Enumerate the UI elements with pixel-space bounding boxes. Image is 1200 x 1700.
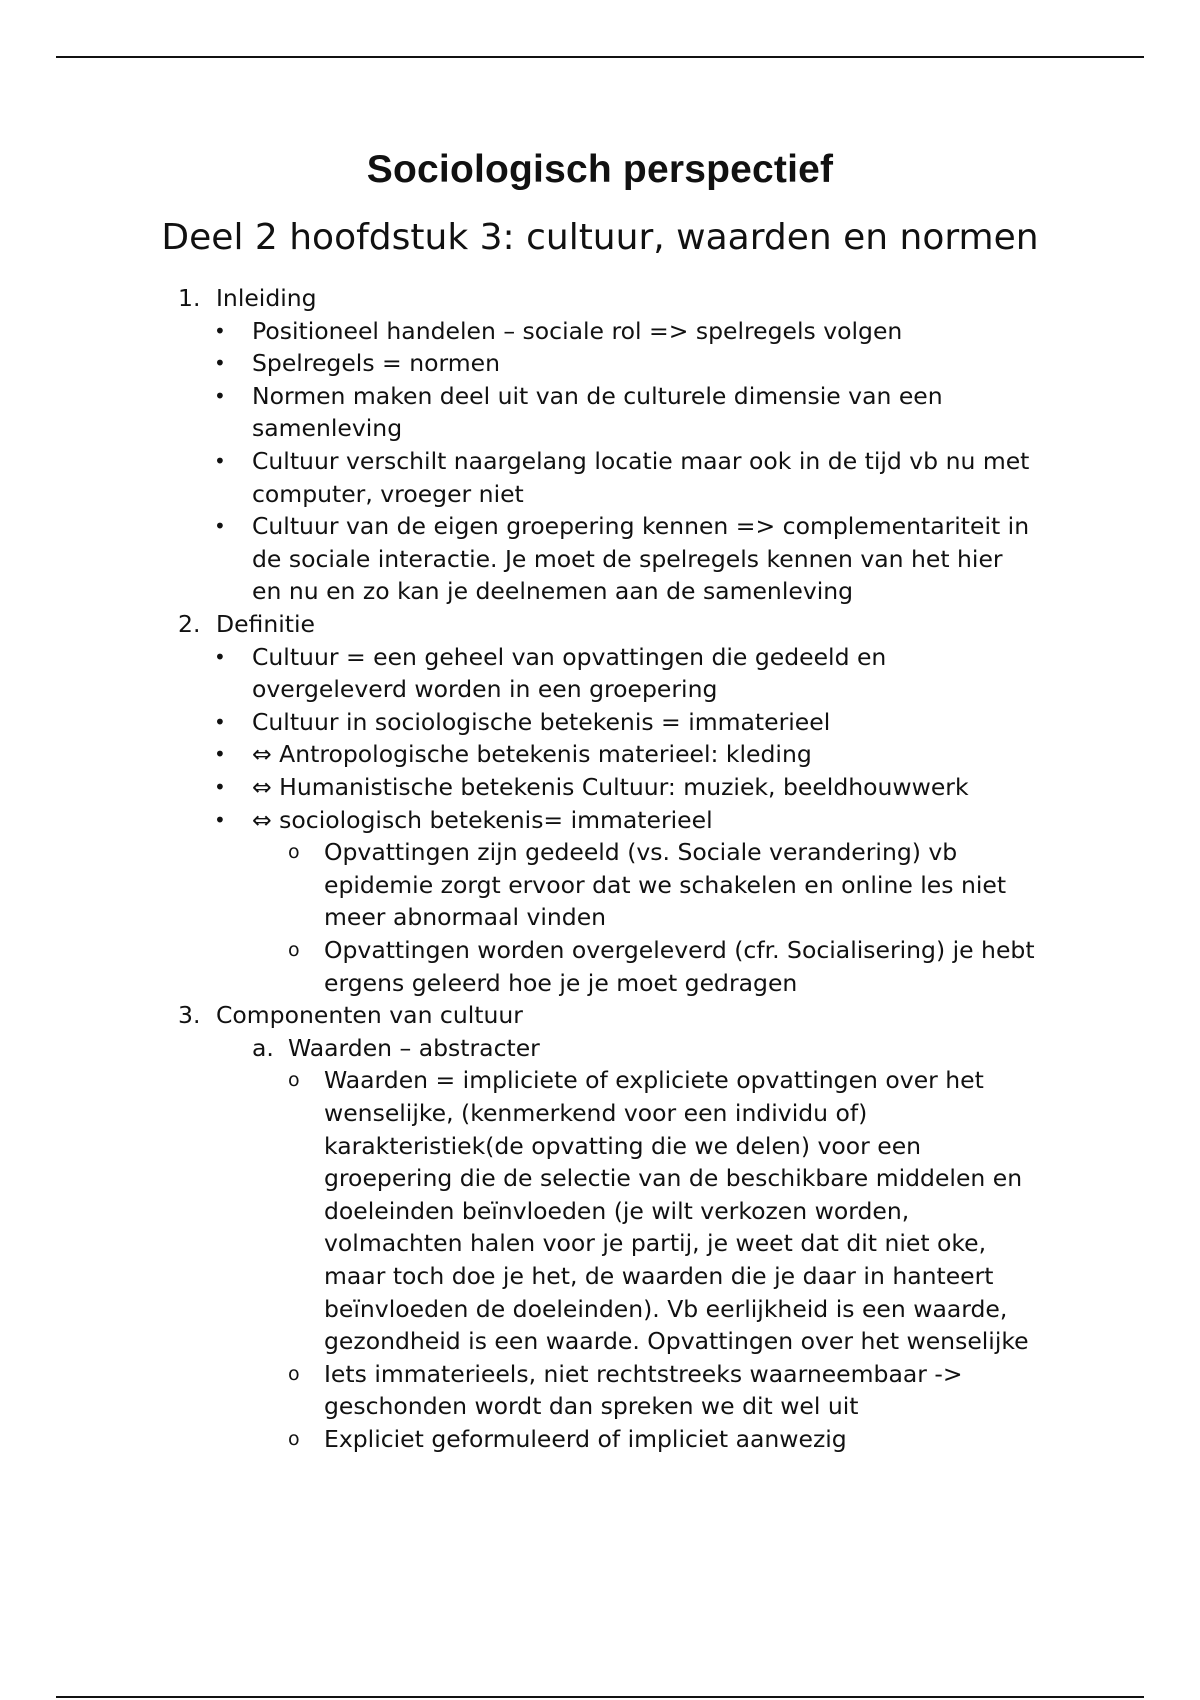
bullet-text: Cultuur = een geheel van opvattingen die gedeeld en: [252, 642, 887, 671]
bullet-marker: •: [214, 709, 226, 734]
bullet-marker: •: [214, 449, 226, 473]
bullet-marker: •: [214, 807, 226, 832]
list-number: 1.: [178, 284, 201, 312]
bullet-text: ⇔ sociologisch betekenis= immaterieel: [252, 805, 713, 834]
bullet-text: ⇔ Humanistische betekenis Cultuur: muziek, beeldhouwwerk: [252, 773, 969, 801]
sub-bullet-text: gezondheid is een waarde. Opvattingen over het wenselijke: [324, 1327, 1029, 1356]
sub-bullet-text: ergens geleerd hoe je je moet gedragen: [324, 968, 798, 997]
section-heading: Inleiding: [216, 284, 317, 312]
sub-bullet-text: Iets immaterieels, niet rechtstreeks waarneembaar ->: [324, 1359, 963, 1388]
sub-bullet-text: wenselijke, (kenmerkend voor een individu of): [324, 1099, 868, 1127]
sub-bullet-marker: o: [288, 1428, 300, 1450]
sub-bullet-marker: o: [288, 841, 300, 864]
sub-bullet-text: beïnvloeden de doeleinden). Vb eerlijkheid is een waarde,: [324, 1294, 1008, 1323]
bullet-text: Normen maken deel uit van de culturele dimensie van een: [252, 381, 943, 410]
sub-bullet-text: doeleinden beïnvloeden (je wilt verkozen worden,: [324, 1196, 910, 1225]
sub-bullet-text: Opvattingen zijn gedeeld (vs. Sociale verandering) vb: [324, 838, 958, 867]
bullet-text: computer, vroeger niet: [252, 479, 524, 508]
sub-section-heading: Waarden – abstracter: [288, 1033, 540, 1062]
bullet-text: Cultuur in sociologische betekenis = immaterieel: [252, 707, 831, 736]
list-number: 2.: [178, 610, 201, 638]
sub-bullet-text: Waarden = impliciete of expliciete opvattingen over het: [324, 1066, 984, 1095]
bullet-text: Positioneel handelen – sociale rol => spelregels volgen: [252, 316, 903, 345]
section-heading: Componenten van cultuur: [216, 1001, 523, 1030]
sub-bullet-marker: o: [288, 939, 300, 961]
bullet-marker: •: [214, 318, 226, 343]
bullet-text: en nu en zo kan je deelnemen aan de samenleving: [252, 577, 854, 606]
sub-bullet-text: epidemie zorgt ervoor dat we schakelen en online les niet: [324, 870, 1007, 899]
bullet-marker: •: [214, 644, 226, 669]
bullet-text: ⇔ Antropologische betekenis materieel: kleding: [252, 740, 812, 769]
bullet-text: overgeleverd worden in een groepering: [252, 675, 718, 704]
sub-bullet-text: geschonden wordt dan spreken we dit wel uit: [324, 1392, 859, 1421]
bottom-rule: [56, 1696, 1144, 1698]
sub-bullet-text: Opvattingen worden overgeleverd (cfr. Socialisering) je hebt: [324, 936, 1035, 964]
section-heading: Definitie: [216, 610, 315, 638]
sub-bullet-text: groepering die de selectie van de beschikbare middelen en: [324, 1164, 1023, 1193]
sub-bullet-text: volmachten halen voor je partij, je weet dat dit niet oke,: [324, 1229, 987, 1258]
sub-bullet-text: karakteristiek(de opvatting die we delen) voor een: [324, 1131, 922, 1160]
sub-bullet-text: meer abnormaal vinden: [324, 903, 607, 932]
top-rule: [56, 56, 1144, 58]
sub-list-letter: a.: [252, 1033, 274, 1062]
bullet-marker: •: [214, 383, 226, 408]
sub-bullet-text: maar toch doe je het, de waarden die je daar in hanteert: [324, 1262, 994, 1290]
bullet-text: Cultuur van de eigen groepering kennen => complementariteit in: [252, 512, 1030, 541]
page-subtitle: Deel 2 hoofdstuk 3: cultuur, waarden en normen: [161, 217, 1039, 258]
bullet-marker: •: [214, 514, 226, 539]
bullet-text: de sociale interactie. Je moet de spelregels kennen van het hier: [252, 544, 1003, 573]
sub-bullet-text: Expliciet geformuleerd of impliciet aanwezig: [324, 1425, 847, 1453]
bullet-marker: •: [214, 351, 226, 376]
sub-bullet-marker: o: [288, 1069, 300, 1092]
list-number: 3.: [178, 1001, 201, 1030]
sub-bullet-marker: o: [288, 1362, 300, 1385]
bullet-text: Spelregels = normen: [252, 349, 500, 378]
bullet-text: Cultuur verschilt naargelang locatie maar ook in de tijd vb nu met: [252, 447, 1030, 475]
bullet-marker: •: [214, 742, 226, 767]
page-title: Sociologisch perspectief: [366, 148, 834, 191]
bullet-text: samenleving: [252, 414, 403, 443]
bullet-marker: •: [214, 775, 226, 799]
